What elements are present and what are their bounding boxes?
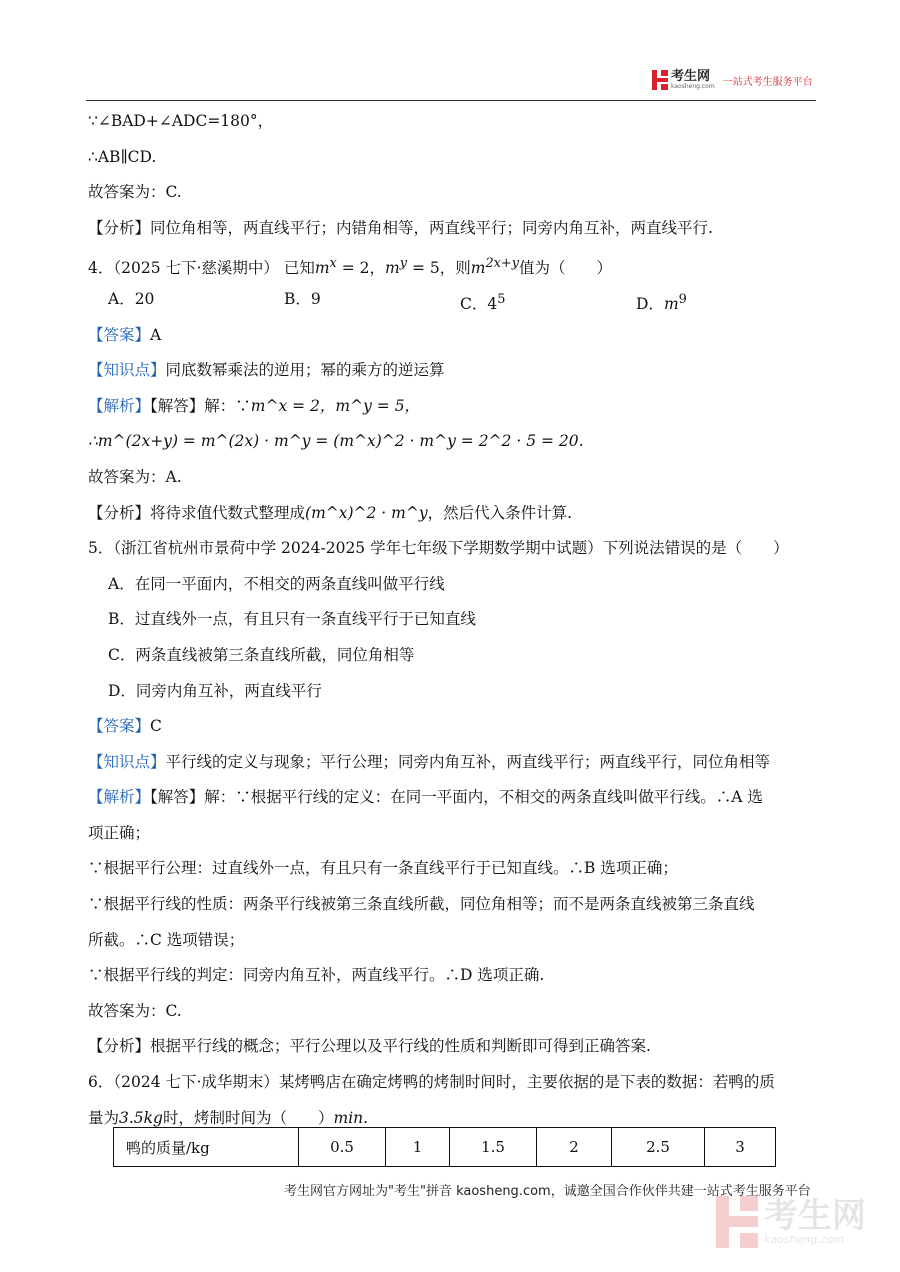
- text-line: 项正确；: [88, 823, 151, 842]
- question-5-analysis: 【分析】根据平行线的概念；平行公理以及平行线的性质和判断即可得到正确答案.: [88, 1037, 651, 1056]
- question-5-stem: 5．（浙江省杭州市景荷中学 2024-2025 学年七年级下学期数学期中试题）下列说法错误的是（ ）: [88, 539, 789, 558]
- question-4-solution: 【解析】【解答】解：∵m^x = 2，m^y = 5，: [88, 396, 421, 415]
- option-a: A．20: [108, 289, 155, 308]
- question-6-stem: 6．（2024 七下·成华期末）某烤鸭店在确定烤鸭的烤制时间时，主要依据的是下表的数据：若鸭的质: [88, 1073, 775, 1092]
- duck-weight-table: [113, 1127, 776, 1167]
- text-line: 所截。∴C 选项错误；: [88, 930, 245, 949]
- table-cell: 3: [705, 1128, 776, 1167]
- table-cell: 0.5: [299, 1128, 386, 1167]
- option-b: B．过直线外一点，有且只有一条直线平行于已知直线: [108, 610, 476, 629]
- kaosheng-watermark-icon: [716, 1196, 758, 1248]
- option-c: C．两条直线被第三条直线所截，同位角相等: [108, 645, 415, 664]
- option-c: C．$4^5$: [460, 291, 506, 314]
- kaosheng-logo-icon: [652, 70, 668, 90]
- table-cell: 1: [386, 1128, 450, 1167]
- watermark-url: kaosheng.com: [764, 1232, 845, 1246]
- table-header-cell: 鸭的质量/kg: [114, 1128, 299, 1167]
- table-cell: 2.5: [612, 1128, 705, 1167]
- text-line: 故答案为：C.: [88, 183, 182, 202]
- text-line: ∵根据平行公理：过直线外一点，有且只有一条直线平行于已知直线。∴B 选项正确；: [88, 859, 678, 878]
- watermark: [716, 1196, 866, 1248]
- logo-name: 考生网: [671, 69, 711, 84]
- header-slogan: 一站式考生服务平台: [722, 76, 813, 88]
- logo-url: kaosheng.com: [671, 83, 715, 90]
- watermark-name: 考生网: [764, 1195, 866, 1236]
- question-5-knowledge: 【知识点】平行线的定义与现象；平行公理；同旁内角互补，两直线平行；两直线平行，同位角相等: [88, 752, 771, 771]
- option-b: B．9: [284, 289, 321, 308]
- question-4-options: [88, 282, 818, 318]
- question-6-stem-cont: 量为3.5kg时，烤制时间为（ ）min.: [88, 1108, 369, 1127]
- question-4-derivation: ∴m^(2x+y) = m^(2x) · m^y = (m^x)^2 · m^y = 2^2 · 5 = 20.: [88, 432, 584, 451]
- question-5-answer: 【答案】C: [88, 717, 162, 736]
- question-5-conclusion: 故答案为：C.: [88, 1001, 182, 1020]
- header-divider: [86, 100, 816, 101]
- footer-note: 考生网官方网址为"考生"拼音 kaosheng.com，诚邀全国合作伙伴共建一站式考生服务平台: [284, 1184, 811, 1199]
- option-d: D．$m^9$: [636, 291, 687, 314]
- table-row: [114, 1128, 776, 1167]
- table-cell: 2: [537, 1128, 612, 1167]
- header-logo: [652, 70, 813, 90]
- option-a: A．在同一平面内，不相交的两条直线叫做平行线: [108, 574, 445, 593]
- document-body: [88, 104, 818, 1136]
- question-4-answer: 【答案】A: [88, 325, 162, 344]
- option-d: D．同旁内角互补，两直线平行: [108, 681, 322, 700]
- text-line: ∵∠BAD+∠ADC=180°，: [88, 112, 274, 130]
- question-4-stem: 4．（2025 七下·慈溪期中） 已知$m^x = 2$，$m^y = 5$，则$m^{2x+y}$值为（ ）: [88, 256, 613, 278]
- question-4-analysis: 【分析】将待求值代数式整理成(m^x)^2 · m^y，然后代入条件计算.: [88, 503, 573, 522]
- table-cell: 1.5: [450, 1128, 537, 1167]
- text-line: ∴AB∥CD.: [88, 147, 157, 166]
- text-line: 【分析】同位角相等，两直线平行；内错角相等，两直线平行；同旁内角互补，两直线平行.: [88, 218, 713, 237]
- question-5-solution: 【解析】【解答】解：∵根据平行线的定义：在同一平面内，不相交的两条直线叫做平行线。∴A 选: [88, 788, 763, 807]
- question-4-conclusion: 故答案为：A.: [88, 467, 182, 486]
- text-line: ∵根据平行线的判定：同旁内角互补，两直线平行。∴D 选项正确.: [88, 966, 545, 985]
- text-line: ∵根据平行线的性质：两条平行线被第三条直线所截，同位角相等；而不是两条直线被第三条直线: [88, 895, 755, 914]
- question-4-knowledge: 【知识点】同底数幂乘法的逆用；幂的乘方的逆运算: [88, 361, 445, 380]
